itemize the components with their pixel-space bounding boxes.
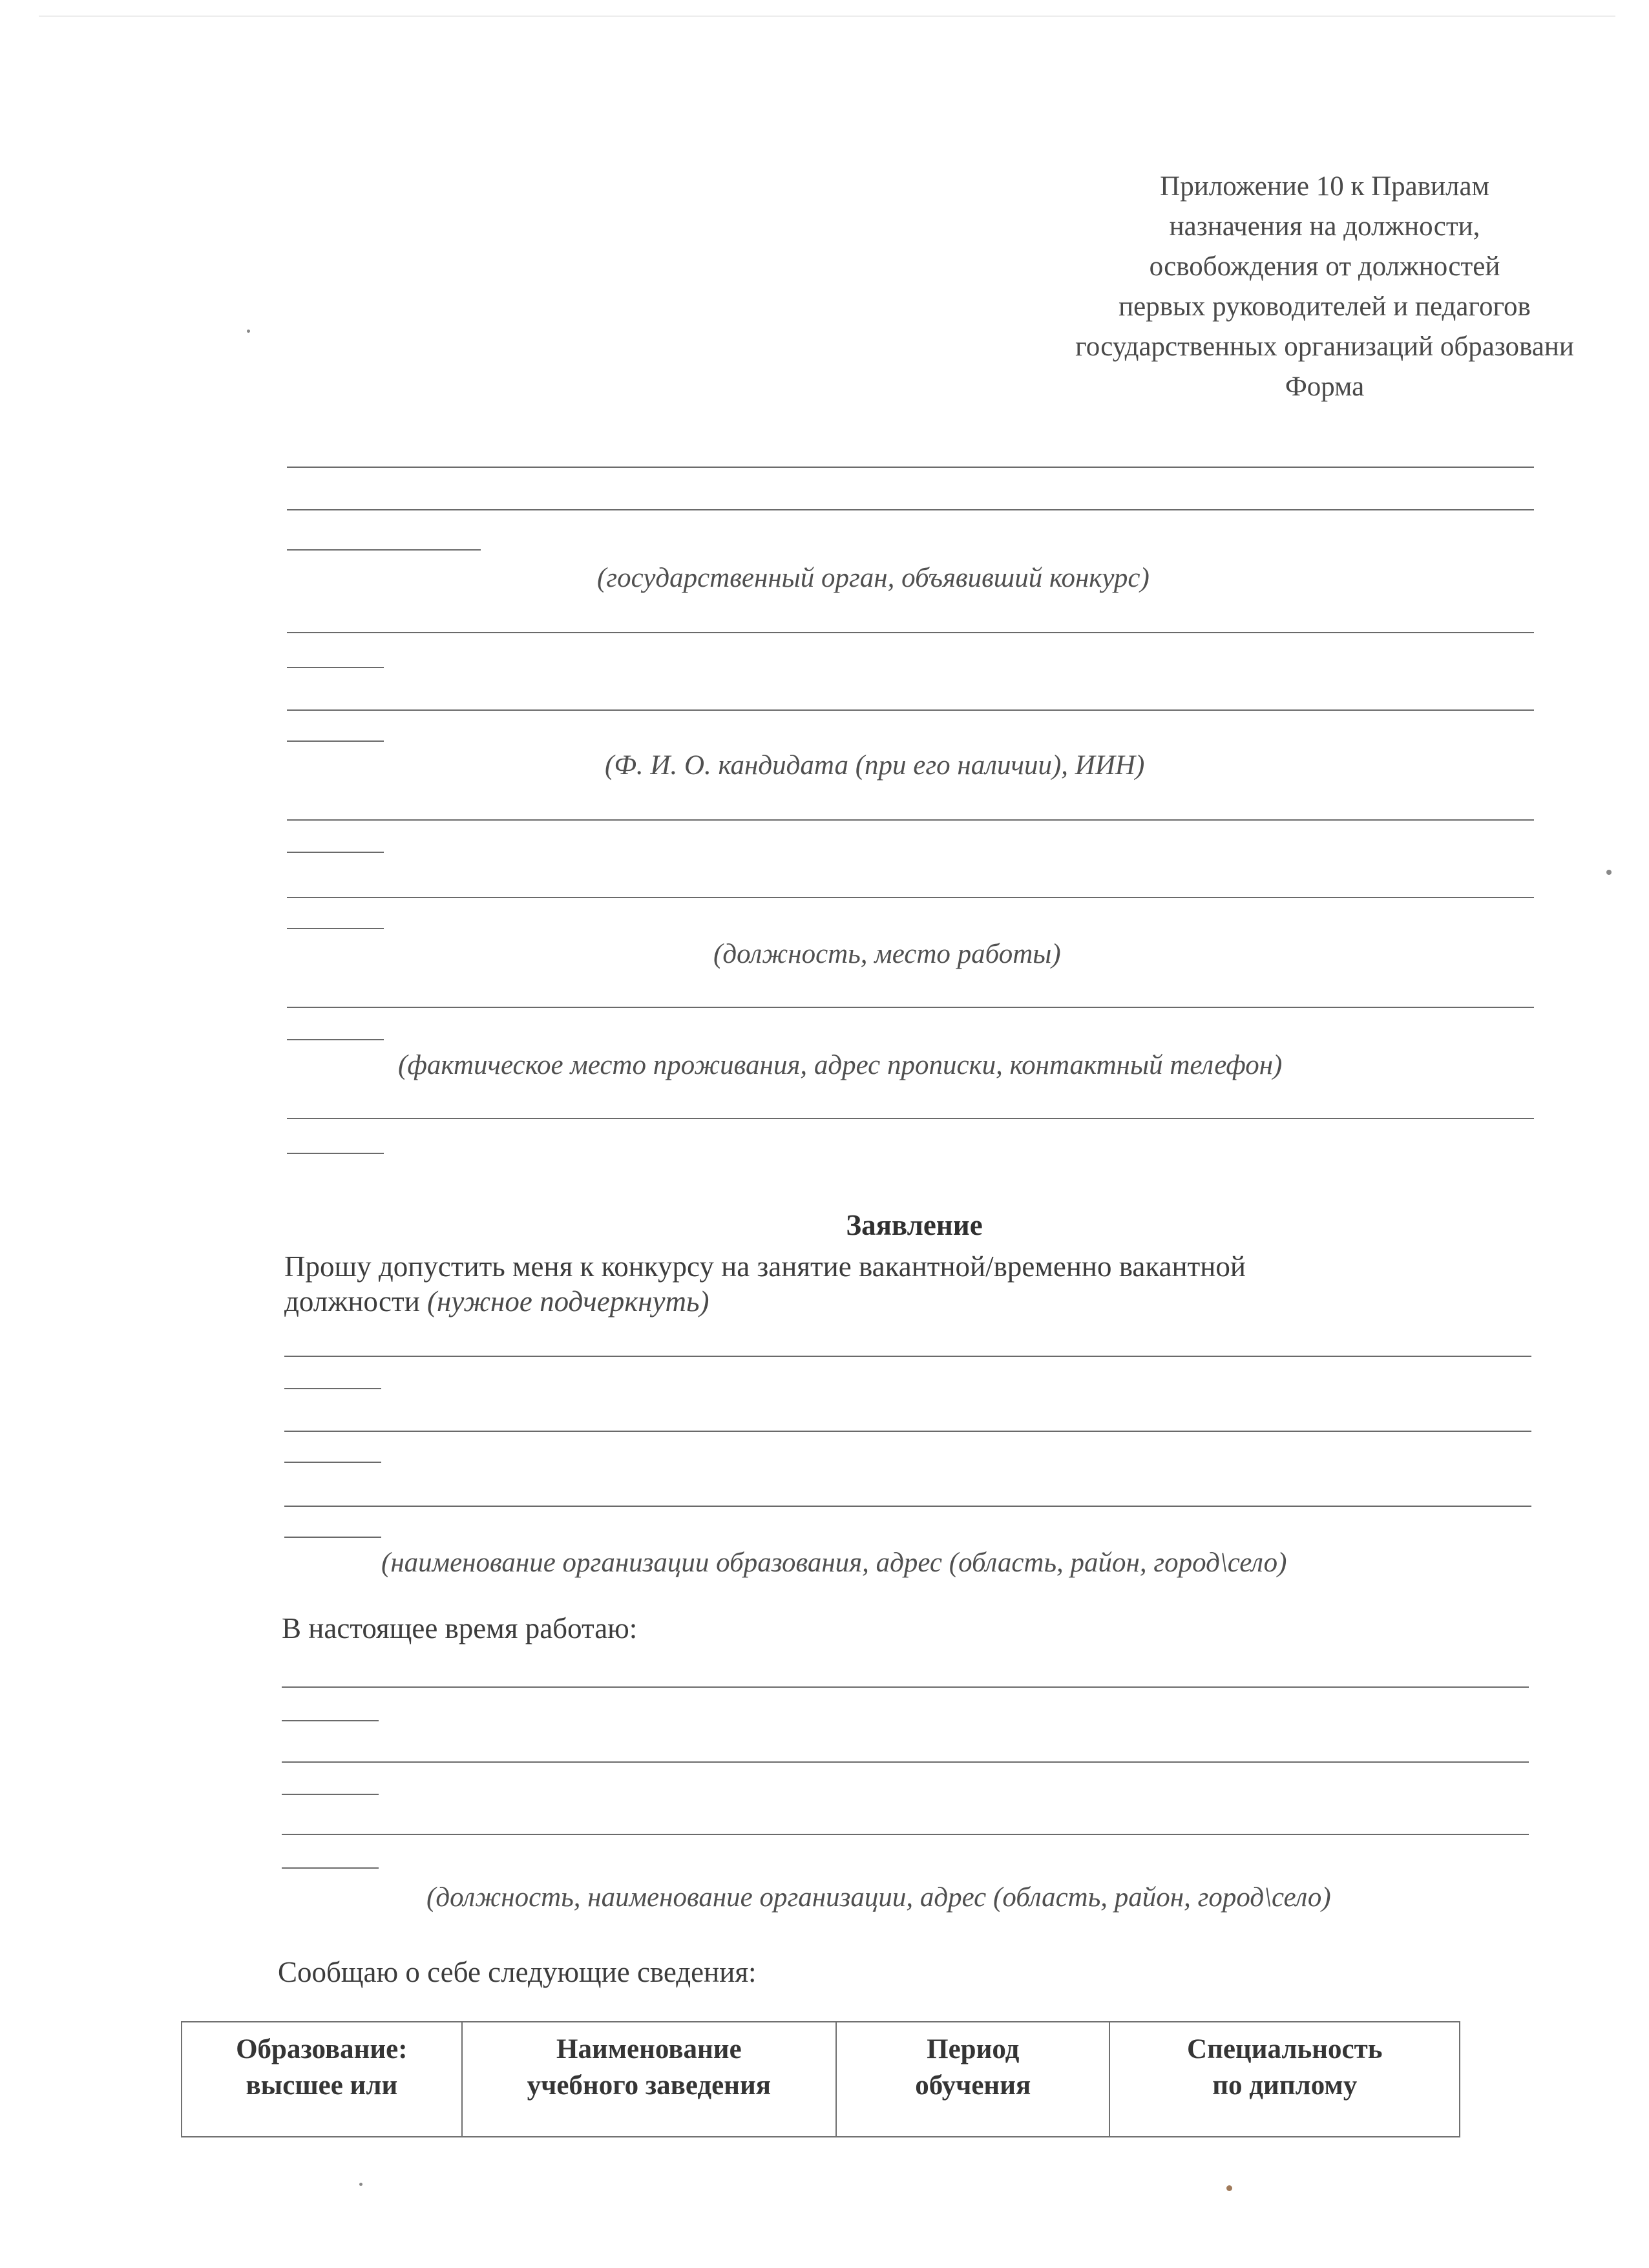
fill-line[interactable] [287,467,1534,468]
fill-line[interactable] [282,1867,379,1869]
fill-line[interactable] [287,897,1534,898]
fill-line[interactable] [287,740,384,742]
fill-line[interactable] [287,852,384,853]
fill-line[interactable] [287,1153,384,1154]
fill-line[interactable] [282,1761,1529,1763]
header-period-line-1: Период [927,2034,1020,2064]
header-specialty [1109,2022,1460,2137]
scan-speck [359,2183,362,2186]
fill-line[interactable] [282,1794,379,1795]
fill-line[interactable] [287,709,1534,711]
caption-candidate: (Ф. И. О. кандидата (при его наличии), ИИН) [605,750,1145,781]
statement-line-2-text: должности [284,1285,428,1318]
annex-header [1008,167,1641,407]
header-period-line-2: обучения [915,2070,1031,2101]
header-education-line-1: Образование: [236,2034,408,2064]
statement-line-2 [284,1285,709,1318]
fill-line[interactable] [287,819,1534,821]
fill-line[interactable] [282,1720,379,1721]
header-specialty-line-1: Специальность [1187,2034,1383,2064]
caption-authority: (государственный орган, объявивший конкурс) [597,563,1150,593]
fill-line[interactable] [284,1356,1531,1357]
fill-line[interactable] [284,1431,1531,1432]
annex-line-4: первых руководителей и педагогов [1119,291,1531,322]
fill-line[interactable] [284,1537,381,1538]
fill-line[interactable] [287,549,481,551]
caption-current-work: (должность, наименование организации, адрес (область, район, город\село) [426,1882,1331,1913]
fill-line[interactable] [282,1834,1529,1835]
statement-line-2-note: (нужное подчеркнуть) [427,1285,709,1318]
annex-line-1: Приложение 10 к Правилам [1160,171,1489,202]
scan-edge [39,16,1615,17]
fill-line[interactable] [284,1388,381,1389]
annex-line-5: государственных организаций образовани [1075,331,1574,362]
statement-title: Заявление [846,1209,983,1241]
header-institution-line-2: учебного заведения [527,2070,772,2101]
table-header-row [182,2022,1460,2137]
info-intro: Сообщаю о себе следующие сведения: [278,1956,757,1988]
fill-line[interactable] [284,1506,1531,1507]
fill-line[interactable] [287,632,1534,633]
scan-speck [247,330,250,333]
fill-line[interactable] [287,667,384,668]
fill-line[interactable] [287,1039,384,1040]
scan-speck [1606,870,1612,875]
education-table [181,2021,1460,2137]
form-label: Форма [1285,372,1365,402]
caption-residence: (фактическое место проживания, адрес прописки, контактный телефон) [398,1050,1283,1080]
header-institution [462,2022,836,2137]
annex-line-3: освобождения от должностей [1149,251,1500,282]
fill-line[interactable] [287,509,1534,510]
header-specialty-line-2: по диплому [1212,2070,1358,2101]
annex-line-2: назначения на должности, [1169,211,1480,242]
currently-working-label: В настоящее время работаю: [282,1612,638,1644]
fill-line[interactable] [287,1118,1534,1119]
header-education [182,2022,462,2137]
fill-line[interactable] [287,1007,1534,1008]
caption-organization: (наименование организации образования, адрес (область, район, город\село) [381,1548,1287,1578]
fill-line[interactable] [287,928,384,929]
statement-line-1: Прошу допустить меня к конкурсу на занятие вакантной/временно вакантной [284,1250,1246,1283]
header-institution-line-1: Наименование [556,2034,742,2064]
header-education-line-2: высшее или [246,2070,398,2101]
caption-position: (должность, место работы) [713,939,1061,969]
fill-line[interactable] [284,1462,381,1463]
header-period [836,2022,1109,2137]
fill-line[interactable] [282,1686,1529,1688]
scan-speck [1226,2185,1232,2191]
